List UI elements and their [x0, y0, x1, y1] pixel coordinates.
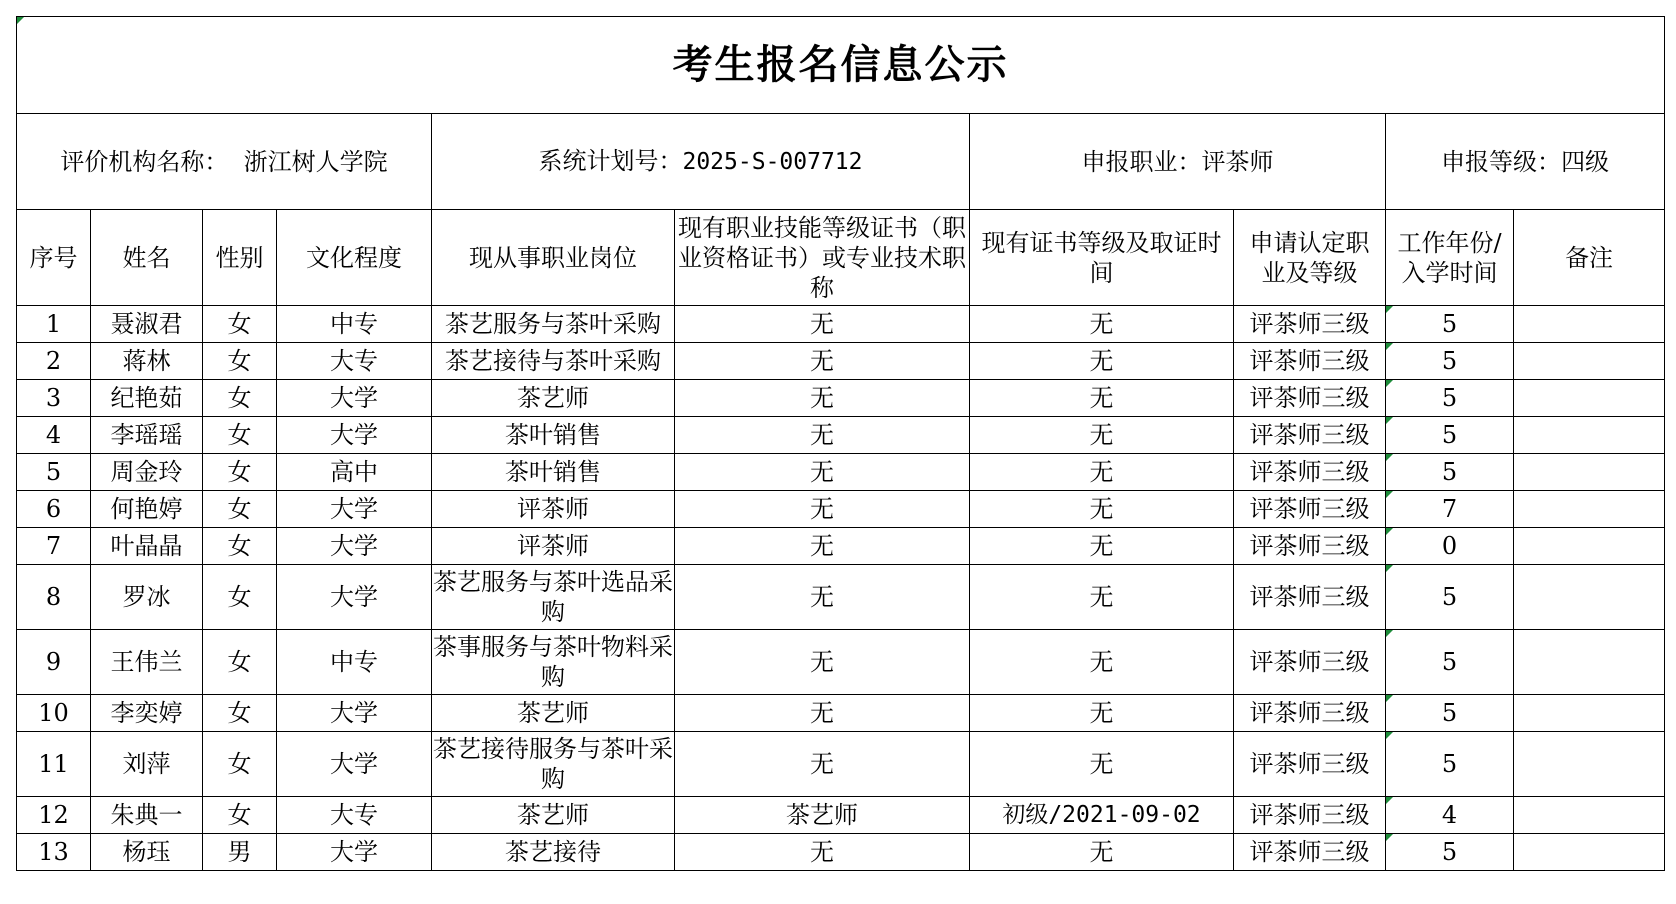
cell-position[interactable]: 茶艺师 — [432, 797, 675, 834]
cell-work-years[interactable]: 7 — [1386, 491, 1514, 528]
cell-remark[interactable] — [1514, 630, 1665, 695]
cell-position[interactable]: 评茶师 — [432, 491, 675, 528]
cell-current-cert[interactable]: 无 — [675, 491, 970, 528]
cell-gender[interactable]: 女 — [203, 695, 277, 732]
cell-education[interactable]: 大专 — [277, 797, 432, 834]
cell-apply-level[interactable]: 评茶师三级 — [1234, 732, 1386, 797]
cell-work-years[interactable]: 4 — [1386, 797, 1514, 834]
cell-work-years[interactable]: 5 — [1386, 630, 1514, 695]
cell-name[interactable]: 朱典一 — [91, 797, 203, 834]
cell-seq[interactable]: 3 — [17, 380, 91, 417]
plan-cell[interactable] — [432, 114, 970, 210]
cell-seq[interactable]: 2 — [17, 343, 91, 380]
cell-cert-level-time[interactable]: 无 — [970, 565, 1234, 630]
cell-education[interactable]: 大学 — [277, 528, 432, 565]
cell-seq[interactable]: 8 — [17, 565, 91, 630]
cell-current-cert[interactable]: 无 — [675, 630, 970, 695]
cell-name[interactable]: 李瑶瑶 — [91, 417, 203, 454]
table-row — [17, 834, 1665, 871]
cell-work-years[interactable]: 5 — [1386, 732, 1514, 797]
cell-cert-level-time[interactable]: 无 — [970, 732, 1234, 797]
cell-remark[interactable] — [1514, 343, 1665, 380]
cell-current-cert[interactable]: 无 — [675, 306, 970, 343]
cell-work-years[interactable]: 5 — [1386, 306, 1514, 343]
cell-gender[interactable]: 女 — [203, 343, 277, 380]
cell-cert-level-time[interactable]: 无 — [970, 630, 1234, 695]
cell-remark[interactable] — [1514, 834, 1665, 871]
header-current-cert[interactable]: 现有职业技能等级证书（职业资格证书）或专业技术职称 — [675, 210, 970, 306]
cell-work-years[interactable]: 5 — [1386, 834, 1514, 871]
cell-current-cert[interactable]: 无 — [675, 380, 970, 417]
table-row — [17, 343, 1665, 380]
cell-education[interactable]: 大专 — [277, 343, 432, 380]
table-row — [17, 528, 1665, 565]
cell-current-cert[interactable]: 无 — [675, 528, 970, 565]
cell-cert-level-time[interactable]: 无 — [970, 343, 1234, 380]
cell-apply-level[interactable]: 评茶师三级 — [1234, 454, 1386, 491]
cell-current-cert[interactable]: 无 — [675, 732, 970, 797]
cell-work-years[interactable]: 0 — [1386, 528, 1514, 565]
cell-remark[interactable] — [1514, 732, 1665, 797]
cell-education[interactable]: 中专 — [277, 630, 432, 695]
cell-education[interactable]: 大学 — [277, 417, 432, 454]
cell-seq[interactable]: 9 — [17, 630, 91, 695]
cell-remark[interactable] — [1514, 306, 1665, 343]
occupation-label: 申报职业： — [1081, 147, 1202, 176]
cell-name[interactable]: 周金玲 — [91, 454, 203, 491]
cell-apply-level[interactable]: 评茶师三级 — [1234, 380, 1386, 417]
cell-position[interactable]: 茶艺服务与茶叶采购 — [432, 306, 675, 343]
page-title[interactable]: 考生报名信息公示 — [17, 17, 1665, 114]
cell-position[interactable]: 茶艺师 — [432, 695, 675, 732]
cell-apply-level[interactable]: 评茶师三级 — [1234, 491, 1386, 528]
cell-education[interactable]: 中专 — [277, 306, 432, 343]
cell-apply-level[interactable]: 评茶师三级 — [1234, 695, 1386, 732]
cell-education[interactable]: 大学 — [277, 380, 432, 417]
cell-current-cert[interactable]: 茶艺师 — [675, 797, 970, 834]
org-value: 浙江树人学院 — [243, 147, 388, 176]
spreadsheet — [16, 16, 1664, 871]
cell-position[interactable]: 茶艺师 — [432, 380, 675, 417]
level-label: 申报等级： — [1441, 147, 1562, 176]
table-row — [17, 695, 1665, 732]
cell-education[interactable]: 高中 — [277, 454, 432, 491]
cell-gender[interactable]: 女 — [203, 630, 277, 695]
cell-cert-level-time[interactable]: 无 — [970, 491, 1234, 528]
header-remark[interactable]: 备注 — [1514, 210, 1665, 306]
cell-cert-level-time[interactable]: 初级/2021-09-02 — [970, 797, 1234, 834]
header-position[interactable]: 现从事职业岗位 — [432, 210, 675, 306]
cell-apply-level[interactable]: 评茶师三级 — [1234, 630, 1386, 695]
cell-cert-level-time[interactable]: 无 — [970, 528, 1234, 565]
cell-apply-level[interactable]: 评茶师三级 — [1234, 565, 1386, 630]
plan-label: 系统计划号： — [538, 147, 683, 175]
table-row — [17, 306, 1665, 343]
header-apply-level[interactable]: 申请认定职业及等级 — [1234, 210, 1386, 306]
cell-apply-level[interactable]: 评茶师三级 — [1234, 834, 1386, 871]
cell-seq[interactable]: 4 — [17, 417, 91, 454]
cell-remark[interactable] — [1514, 528, 1665, 565]
org-label: 评价机构名称： — [60, 147, 229, 176]
cell-current-cert[interactable]: 无 — [675, 343, 970, 380]
cell-name[interactable]: 何艳婷 — [91, 491, 203, 528]
level-value: 四级 — [1561, 147, 1610, 176]
cell-remark[interactable] — [1514, 565, 1665, 630]
cell-education[interactable]: 大学 — [277, 834, 432, 871]
cell-work-years[interactable]: 5 — [1386, 454, 1514, 491]
cell-remark[interactable] — [1514, 491, 1665, 528]
cell-education[interactable]: 大学 — [277, 732, 432, 797]
cell-seq[interactable]: 5 — [17, 454, 91, 491]
occupation-cell[interactable] — [970, 114, 1386, 210]
cell-education[interactable]: 大学 — [277, 565, 432, 630]
header-gender[interactable]: 性别 — [203, 210, 277, 306]
cell-gender[interactable]: 女 — [203, 528, 277, 565]
cell-position[interactable]: 茶艺接待与茶叶采购 — [432, 343, 675, 380]
org-cell[interactable] — [17, 114, 432, 210]
cell-position[interactable]: 茶叶销售 — [432, 454, 675, 491]
cell-seq[interactable]: 11 — [17, 732, 91, 797]
cell-apply-level[interactable]: 评茶师三级 — [1234, 306, 1386, 343]
cell-apply-level[interactable]: 评茶师三级 — [1234, 417, 1386, 454]
cell-name[interactable]: 李奕婷 — [91, 695, 203, 732]
cell-gender[interactable]: 女 — [203, 565, 277, 630]
cell-remark[interactable] — [1514, 695, 1665, 732]
cell-apply-level[interactable]: 评茶师三级 — [1234, 528, 1386, 565]
cell-gender[interactable]: 女 — [203, 454, 277, 491]
cell-name[interactable]: 聂淑君 — [91, 306, 203, 343]
cell-position[interactable]: 茶艺接待 — [432, 834, 675, 871]
cell-remark[interactable] — [1514, 380, 1665, 417]
cell-work-years[interactable]: 5 — [1386, 695, 1514, 732]
cell-name[interactable]: 刘萍 — [91, 732, 203, 797]
cell-cert-level-time[interactable]: 无 — [970, 417, 1234, 454]
table-row — [17, 491, 1665, 528]
occupation-value: 评茶师 — [1201, 147, 1274, 176]
cell-gender[interactable]: 女 — [203, 306, 277, 343]
cell-cert-level-time[interactable]: 无 — [970, 454, 1234, 491]
cell-name[interactable]: 杨珏 — [91, 834, 203, 871]
cell-gender[interactable]: 女 — [203, 797, 277, 834]
registration-table — [16, 16, 1665, 871]
cell-name[interactable]: 叶晶晶 — [91, 528, 203, 565]
cell-gender[interactable]: 女 — [203, 491, 277, 528]
header-cert-level-time[interactable]: 现有证书等级及取证时间 — [970, 210, 1234, 306]
cell-current-cert[interactable]: 无 — [675, 454, 970, 491]
cell-position[interactable]: 茶事服务与茶叶物料采购 — [432, 630, 675, 695]
level-cell[interactable] — [1386, 114, 1665, 210]
cell-remark[interactable] — [1514, 417, 1665, 454]
cell-position[interactable]: 茶叶销售 — [432, 417, 675, 454]
cell-gender[interactable]: 男 — [203, 834, 277, 871]
cell-position[interactable]: 茶艺接待服务与茶叶采购 — [432, 732, 675, 797]
cell-name[interactable]: 纪艳茹 — [91, 380, 203, 417]
cell-current-cert[interactable]: 无 — [675, 565, 970, 630]
cell-gender[interactable]: 女 — [203, 732, 277, 797]
table-row — [17, 417, 1665, 454]
header-work-years[interactable]: 工作年份/入学时间 — [1386, 210, 1514, 306]
header-seq[interactable]: 序号 — [17, 210, 91, 306]
cell-work-years[interactable]: 5 — [1386, 380, 1514, 417]
cell-remark[interactable] — [1514, 454, 1665, 491]
cell-name[interactable]: 王伟兰 — [91, 630, 203, 695]
cell-cert-level-time[interactable]: 无 — [970, 380, 1234, 417]
table-row — [17, 797, 1665, 834]
cell-current-cert[interactable]: 无 — [675, 417, 970, 454]
cell-name[interactable]: 蒋林 — [91, 343, 203, 380]
cell-work-years[interactable]: 5 — [1386, 343, 1514, 380]
cell-seq[interactable]: 13 — [17, 834, 91, 871]
cell-gender[interactable]: 女 — [203, 417, 277, 454]
table-row — [17, 565, 1665, 630]
cell-current-cert[interactable]: 无 — [675, 834, 970, 871]
table-row — [17, 454, 1665, 491]
cell-seq[interactable]: 7 — [17, 528, 91, 565]
cell-work-years[interactable]: 5 — [1386, 417, 1514, 454]
cell-gender[interactable]: 女 — [203, 380, 277, 417]
table-row — [17, 732, 1665, 797]
cell-remark[interactable] — [1514, 797, 1665, 834]
table-row — [17, 630, 1665, 695]
cell-education[interactable]: 大学 — [277, 491, 432, 528]
plan-value: 2025-S-007712 — [682, 149, 863, 175]
cell-education[interactable]: 大学 — [277, 695, 432, 732]
cell-position[interactable]: 评茶师 — [432, 528, 675, 565]
cell-cert-level-time[interactable]: 无 — [970, 695, 1234, 732]
table-row — [17, 380, 1665, 417]
cell-name[interactable]: 罗冰 — [91, 565, 203, 630]
header-education[interactable]: 文化程度 — [277, 210, 432, 306]
cell-cert-level-time[interactable]: 无 — [970, 834, 1234, 871]
cell-apply-level[interactable]: 评茶师三级 — [1234, 343, 1386, 380]
cell-current-cert[interactable]: 无 — [675, 695, 970, 732]
cell-seq[interactable]: 1 — [17, 306, 91, 343]
cell-seq[interactable]: 10 — [17, 695, 91, 732]
cell-seq[interactable]: 6 — [17, 491, 91, 528]
cell-position[interactable]: 茶艺服务与茶叶选品采购 — [432, 565, 675, 630]
cell-apply-level[interactable]: 评茶师三级 — [1234, 797, 1386, 834]
header-name[interactable]: 姓名 — [91, 210, 203, 306]
cell-seq[interactable]: 12 — [17, 797, 91, 834]
cell-cert-level-time[interactable]: 无 — [970, 306, 1234, 343]
cell-work-years[interactable]: 5 — [1386, 565, 1514, 630]
